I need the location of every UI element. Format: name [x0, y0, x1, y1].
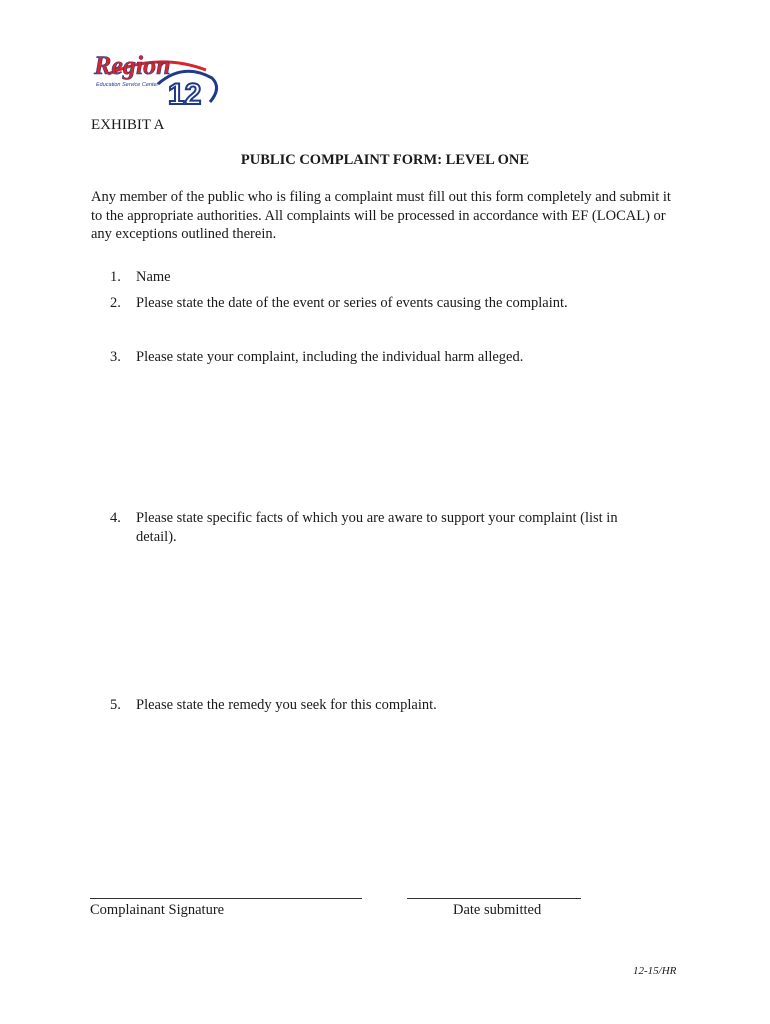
question-number: 5.	[110, 697, 121, 713]
logo-word: Region	[94, 51, 171, 80]
question-number: 1.	[110, 269, 121, 285]
form-title: PUBLIC COMPLAINT FORM: LEVEL ONE	[240, 152, 530, 168]
question-number: 2.	[110, 295, 121, 311]
question-number: 3.	[110, 349, 121, 365]
logo-number: 12	[168, 78, 202, 111]
question-text: Please state the remedy you seek for this complaint.	[136, 697, 437, 713]
question-text: Please state the date of the event or series of events causing the complaint.	[136, 295, 568, 311]
signature-line[interactable]	[90, 898, 362, 899]
date-line[interactable]	[407, 898, 581, 899]
date-label: Date submitted	[453, 902, 542, 918]
question-text: Please state specific facts of which you are aware to support your complaint (list in detail).	[136, 510, 618, 545]
question-text: Please state your complaint, including the individual harm alleged.	[136, 349, 524, 365]
exhibit-label: EXHIBIT A	[91, 117, 165, 133]
question-number: 4.	[110, 510, 121, 526]
question-text: Name	[136, 269, 171, 285]
signature-label: Complainant Signature	[90, 902, 225, 918]
footer-code: 12-15/HR	[633, 965, 677, 977]
logo-subtitle: Education Service Center	[96, 82, 159, 88]
region-12-logo	[88, 44, 228, 114]
intro-paragraph: Any member of the public who is filing a complaint must fill out this form completely and submit it to the appropriate authorities. All complaints will be processed in accordance with EF (LOCAL) or any exceptions outlined therein.	[91, 189, 671, 242]
